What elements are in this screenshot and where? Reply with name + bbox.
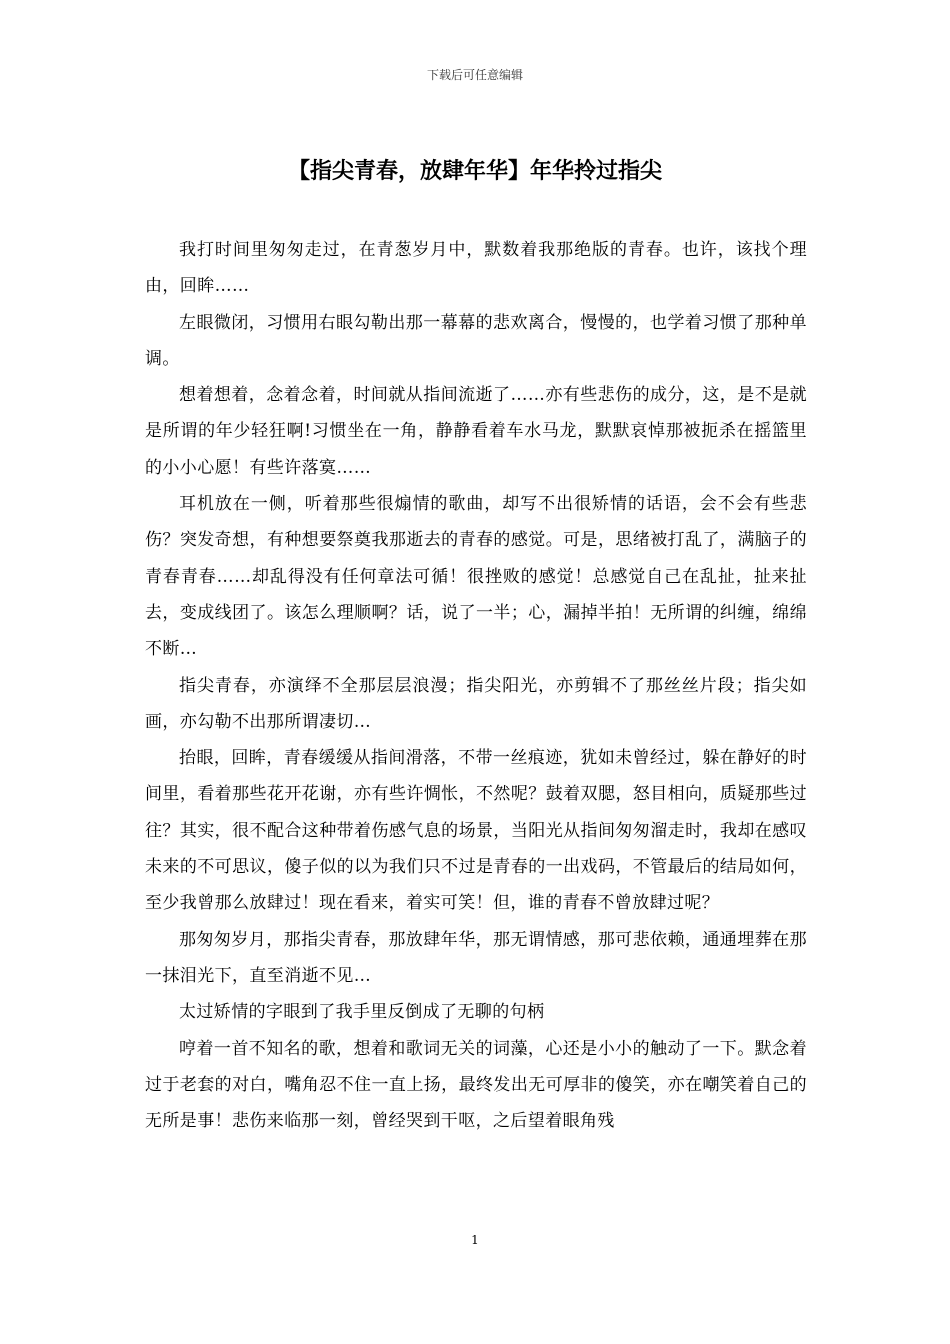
page-number: 1 (471, 1233, 479, 1247)
paragraph: 我打时间里匆匆走过，在青葱岁月中，默数着我那绝版的青春。也许，该找个理由，回眸…… (145, 240, 807, 297)
paragraph: 想着想着，念着念着，时间就从指间流逝了……亦有些悲伤的成分，这，是不是就是所谓的年少轻狂啊!习惯坐在一角，静静看着车水马龙，默默哀悼那被扼杀在摇篮里的小小心愿！有些许落寞…… (145, 385, 807, 478)
paragraph: 太过矫情的字眼到了我手里反倒成了无聊的句柄 (179, 1002, 545, 1023)
paragraph: 指尖青春，亦演绎不全那层层浪漫；指尖阳光，亦剪辑不了那丝丝片段；指尖如画，亦勾勒不出那所谓凄切… (145, 675, 807, 732)
document-title: 【指尖青春，放肆年华】年华拎过指尖 (287, 158, 662, 184)
paragraph: 耳机放在一侧，听着那些很煽情的歌曲，却写不出很矫情的话语，会不会有些悲伤？突发奇想，有种想要祭奠我那逝去的青春的感觉。可是，思绪被打乱了，满脑子的青春青春……却乱得没有任何章法可循！很挫败的感觉！总感觉自己在乱扯，扯来扯去，变成线团了。该怎么理顺啊？话，说了一半；心，漏掉半拍！无所谓的纠缠，绵绵不断… (145, 494, 807, 660)
paragraph: 左眼微闭，习惯用右眼勾勒出那一幕幕的悲欢离合，慢慢的，也学着习惯了那种单调。 (145, 312, 807, 369)
paragraph: 哼着一首不知名的歌，想着和歌词无关的词藻，心还是小小的触动了一下。默念着过于老套的对白，嘴角忍不住一直上扬，最终发出无可厚非的傻笑，亦在嘲笑着自己的无所是事！悲伤来临那一刻，曾经哭到干呕，之后望着眼角残 (145, 1038, 807, 1132)
document-body (145, 232, 807, 1139)
paragraph: 抬眼，回眸，青春缓缓从指间滑落，不带一丝痕迹，犹如未曾经过，躲在静好的时间里，看着那些花开花谢，亦有些许惆怅，不然呢？鼓着双腮，怒目相向，质疑那些过往？其实，很不配合这种带着伤感气息的场景，当阳光从指间匆匆溜走时，我却在感叹未来的不可思议，傻子似的以为我们只不过是青春的一出戏码，不管最后的结局如何，至少我曾那么放肆过！现在看来，着实可笑！但，谁的青春不曾放肆过呢？ (145, 748, 807, 914)
paragraph: 那匆匆岁月，那指尖青春，那放肆年华，那无谓情感，那可悲依赖，通通埋葬在那一抹泪光下，直至消逝不见… (145, 929, 807, 986)
header-note: 下载后可任意编辑 (426, 68, 523, 82)
